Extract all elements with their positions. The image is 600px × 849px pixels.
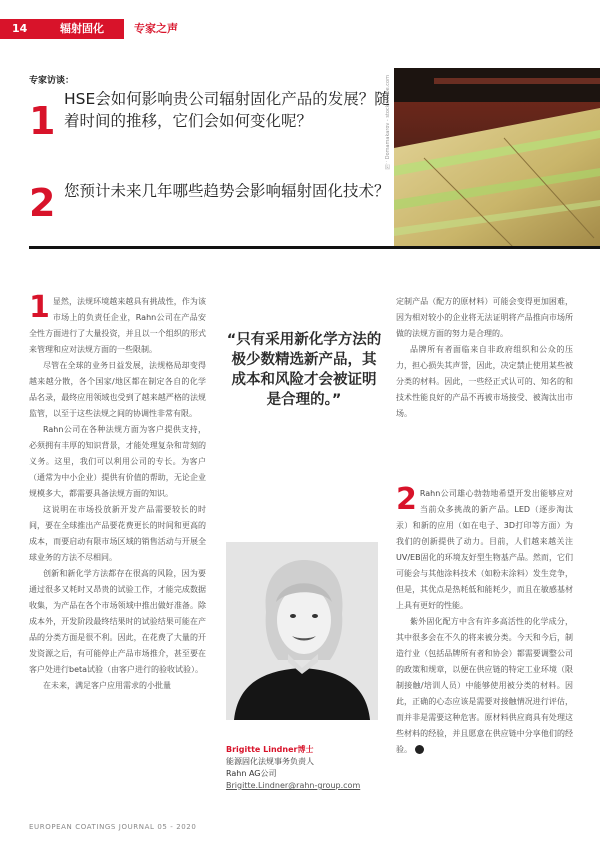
subsection-title: 专家之声 [134, 22, 178, 35]
section-divider [29, 246, 600, 249]
paragraph: 紫外固化配方中含有许多高活性的化学成分，其中很多会在不久的将来被分类。今天和今后，制造行业（包括品牌所有者和协会）都需要调整公司的政策和规章，以便在供应链的特定工业环境（限制接触/培训人员）中能够使用被分类的材料。因此，正确的心态应该是需要对接触情况进行评估，而并非是需要这种危害。原材料供应商具有处理这些材料的经验，并且愿意在供应链中分享他们的经验。 ❮ [396, 617, 573, 754]
portrait-photo [226, 542, 378, 720]
paragraph: 这说明在市场投放新开发产品需要较长的时间，要在全球推出产品要花费更长的时间和更高的成本，而要启动有限市场区域的销售活动与开展全球业务的方法不尽相同。 [29, 505, 206, 562]
expert-name: Brigitte Lindner博士 [226, 745, 314, 754]
drop-number-2: 2 [396, 482, 417, 517]
paragraph: 在未来，满足客户应用需求的小批量 [43, 681, 171, 690]
page-number: 14 [0, 19, 56, 39]
expert-info [226, 744, 386, 792]
paragraph: 定制产品（配方的原材料）可能会变得更加困难，因为相对较小的企业将无法证明将产品推向市场所做的法规方面的努力是合理的。 [396, 297, 573, 338]
uv-curing-line-image [394, 68, 600, 248]
question-1 [29, 88, 399, 158]
paragraph: Rahn公司在各种法规方面为客户提供支持，必须拥有丰厚的知识背景，才能处理复杂和苛刻的义务。这里，我们可以利用公司的专长。为客户（通常为中小企业）提供有价值的帮助，无论企业规模多大，都需要具备法规方面的知识。 [29, 425, 206, 498]
question-2-text: 您预计未来几年哪些趋势会影响辐射固化技术？ [64, 182, 390, 200]
expert-email-link[interactable]: Brigitte.Lindner@rahn-group.com [226, 781, 361, 790]
answer-2 [396, 482, 573, 758]
image-credit: 图：Domamakarov - stock.adobe.com [385, 75, 391, 170]
page-footer: EUROPEAN COATINGS JOURNAL 05 - 2020 [29, 823, 197, 831]
paragraph: 2 Rahn公司雄心勃勃地希望开发出能够应对当前众多挑战的新产品。LED（逐步淘汰汞）和新的应用（如在电子、3D打印等方面）为我们的创新提供了动力。目前，人们越来越关注UV/EB固化的环境友好型生物基产品。然而，它们可能会与其他涂料技术（如粉末涂料）发生竞争，但是，其优点是热耗低和能耗少，而且在敏感基材上具有更好的性能。 [396, 482, 573, 610]
drop-number-1: 1 [29, 290, 50, 325]
answer-column-1 [29, 290, 206, 694]
hero-photo [394, 68, 600, 248]
paragraph: 创新和新化学方法都存在很高的风险，因为要通过很多又耗时又昂贵的试验工作，才能完成数据收集，为产品在各个市场领域中推出做好准备。除成本外，开发阶段最终结果时的试验结果可能在产品的分类方面是很不利。因此，在花费了大量的开发资源之后，有可能停止产品市场推介，甚至要在客户处进行beta试验（由客户进行的验收试验）。 [29, 569, 206, 674]
section-title: 辐射固化 [56, 19, 124, 39]
question-2 [29, 180, 399, 228]
paragraph: 尽管在全球的业务日益发展，法规格局却变得越来越分散，各个国家/地区都在制定各自的化学品名录，最终应用领域也受到了越来越严格的法规监管，以至于这些法规之间的协调性非常有限。 [29, 361, 206, 418]
question-2-number: 2 [29, 181, 56, 225]
paragraph: 1 显然，法规环境越来越具有挑战性，作为该市场上的负责任企业，Rahn公司在产品安全性方面进行了大量投资，并且以一个组织的形式来管理和应对法规方面的一些限制。 [29, 290, 206, 354]
paragraph: 品牌所有者面临来自非政府组织和公众的压力，担心损失其声誉，因此，决定禁止使用某些被分类的材料。因此，一些经正式认可的、知名的和技术性能良好的产品不再被市场接受、被淘汰出市场。 [396, 345, 573, 418]
answer-column-3 [396, 294, 573, 422]
question-1-number: 1 [29, 99, 56, 143]
interview-label: 专家访谈： [29, 76, 75, 86]
portrait-image [226, 542, 378, 720]
expert-role: 能源固化法规事务负责人 [226, 757, 314, 766]
question-1-text: HSE会如何影响贵公司辐射固化产品的发展？随着时间的推移，它们会如何变化呢？ [64, 90, 390, 130]
expert-company: Rahn AG公司 [226, 769, 277, 778]
page-header [0, 19, 600, 39]
pull-quote: “只有采用新化学方法的极少数精选新产品，其成本和风险才会被证明是合理的。” [226, 332, 382, 408]
end-of-article-icon: ❮ [415, 745, 424, 754]
